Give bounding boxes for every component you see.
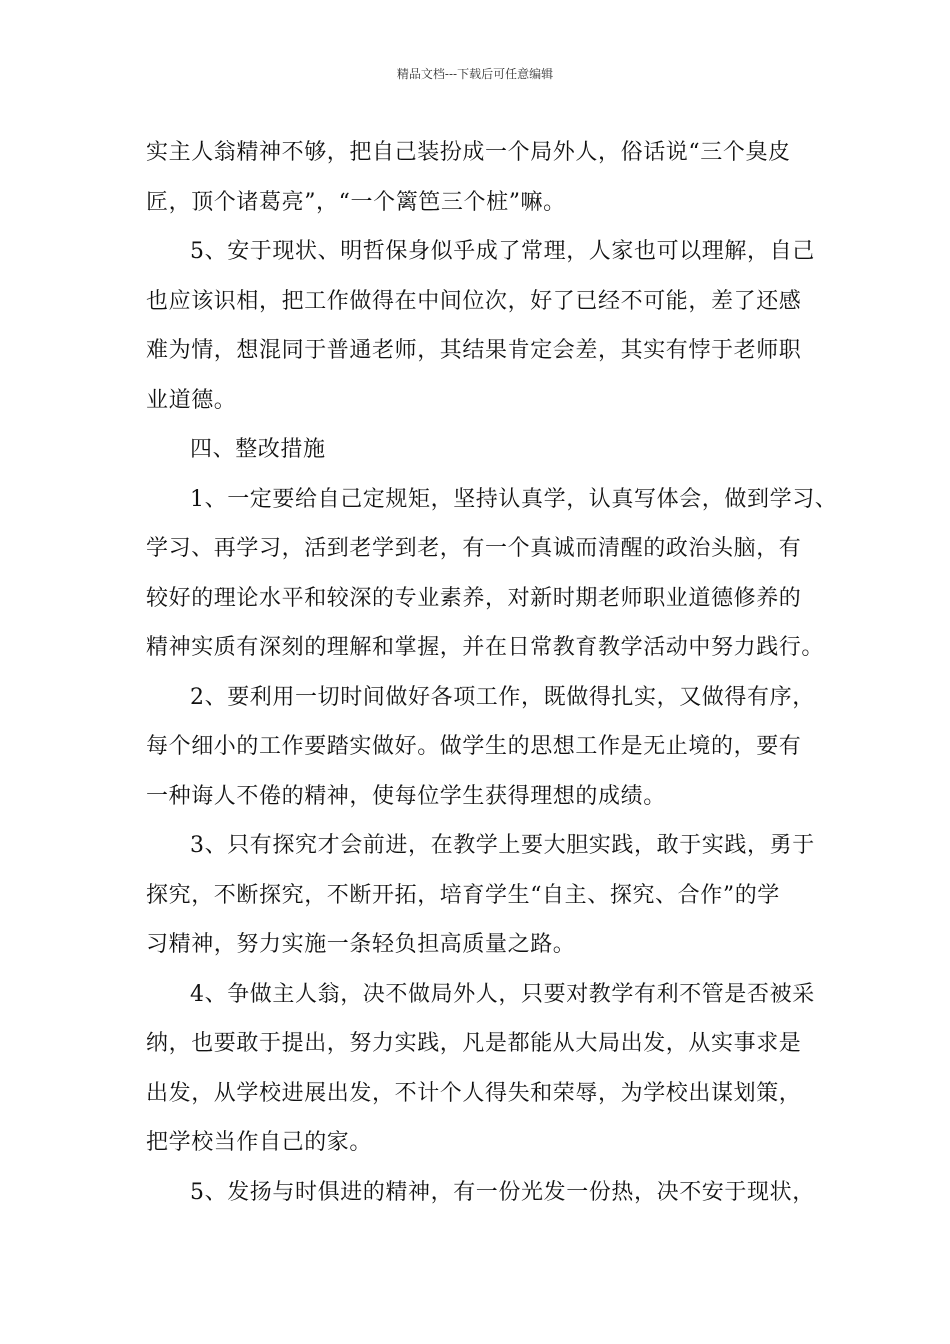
- paragraph: [146, 970, 826, 1168]
- paragraph: [146, 475, 838, 673]
- text-line: 匠，顶个诸葛亮”，“一个篱笆三个桩”嘛。: [146, 189, 566, 215]
- text-line: 4、争做主人翁，决不做局外人，只要对教学有利不管是否被采: [190, 981, 815, 1007]
- text-line: 难为情，想混同于普通老师，其结果肯定会差，其实有悖于老师职: [146, 338, 802, 363]
- text-line: 出发，从学校进展出发，不计个人得失和荣辱，为学校出谋划策，: [146, 1080, 802, 1106]
- text-line: 也应该识相，把工作做得在中间位次，好了已经不可能，差了还感: [146, 288, 802, 314]
- text-line: 每个细小的工作要踏实做好。做学生的思想工作是无止境的，要有: [146, 734, 802, 759]
- text-line: 探究，不断探究，不断开拓，培育学生“自主、探究、合作”的学: [146, 882, 780, 908]
- page-header: 精品文档---下载后可任意编辑: [396, 67, 554, 81]
- text-line: 一种诲人不倦的精神，使每位学生获得理想的成绩。: [146, 783, 666, 809]
- text-line: 较好的理论水平和较深的专业素养，对新时期老师职业道德修养的: [146, 585, 802, 611]
- text-line: 实主人翁精神不够，把自己装扮成一个局外人，俗话说“三个臭皮: [146, 140, 791, 165]
- text-line: 业道德。: [146, 387, 237, 413]
- text-line: 学习、再学习，活到老学到老，有一个真诚而清醒的政治头脑，有: [146, 536, 802, 561]
- text-line: 四、整改措施: [190, 437, 326, 462]
- paragraph: [146, 673, 826, 822]
- text-line: 5、发扬与时俱进的精神，有一份光发一份热，决不安于现状，: [190, 1179, 815, 1205]
- text-line: 3、只有探究才会前进，在教学上要大胆实践，敢于实践，勇于: [190, 833, 815, 858]
- text-line: 纳，也要敢于提出，努力实践，凡是都能从大局出发，从实事求是: [146, 1031, 802, 1056]
- text-line: 5、安于现状、明哲保身似乎成了常理，人家也可以理解，自己: [190, 239, 815, 264]
- text-line: 2、要利用一切时间做好各项工作，既做得扎实，又做得有序，: [190, 684, 815, 710]
- paragraph: [146, 1168, 826, 1218]
- text-line: 精神实质有深刻的理解和掌握，并在日常教育教学活动中努力践行。: [146, 635, 825, 660]
- paragraph: [146, 425, 826, 475]
- paragraph: [146, 227, 826, 425]
- paragraph: [146, 128, 826, 227]
- text-line: 习精神，努力实施一条轻负担高质量之路。: [146, 932, 576, 957]
- paragraph: [146, 821, 826, 970]
- text-line: 1、一定要给自己定规矩，坚持认真学，认真写体会，做到学习、: [190, 486, 838, 512]
- text-line: 把学校当作自己的家。: [146, 1130, 373, 1155]
- document-body: [146, 128, 838, 1217]
